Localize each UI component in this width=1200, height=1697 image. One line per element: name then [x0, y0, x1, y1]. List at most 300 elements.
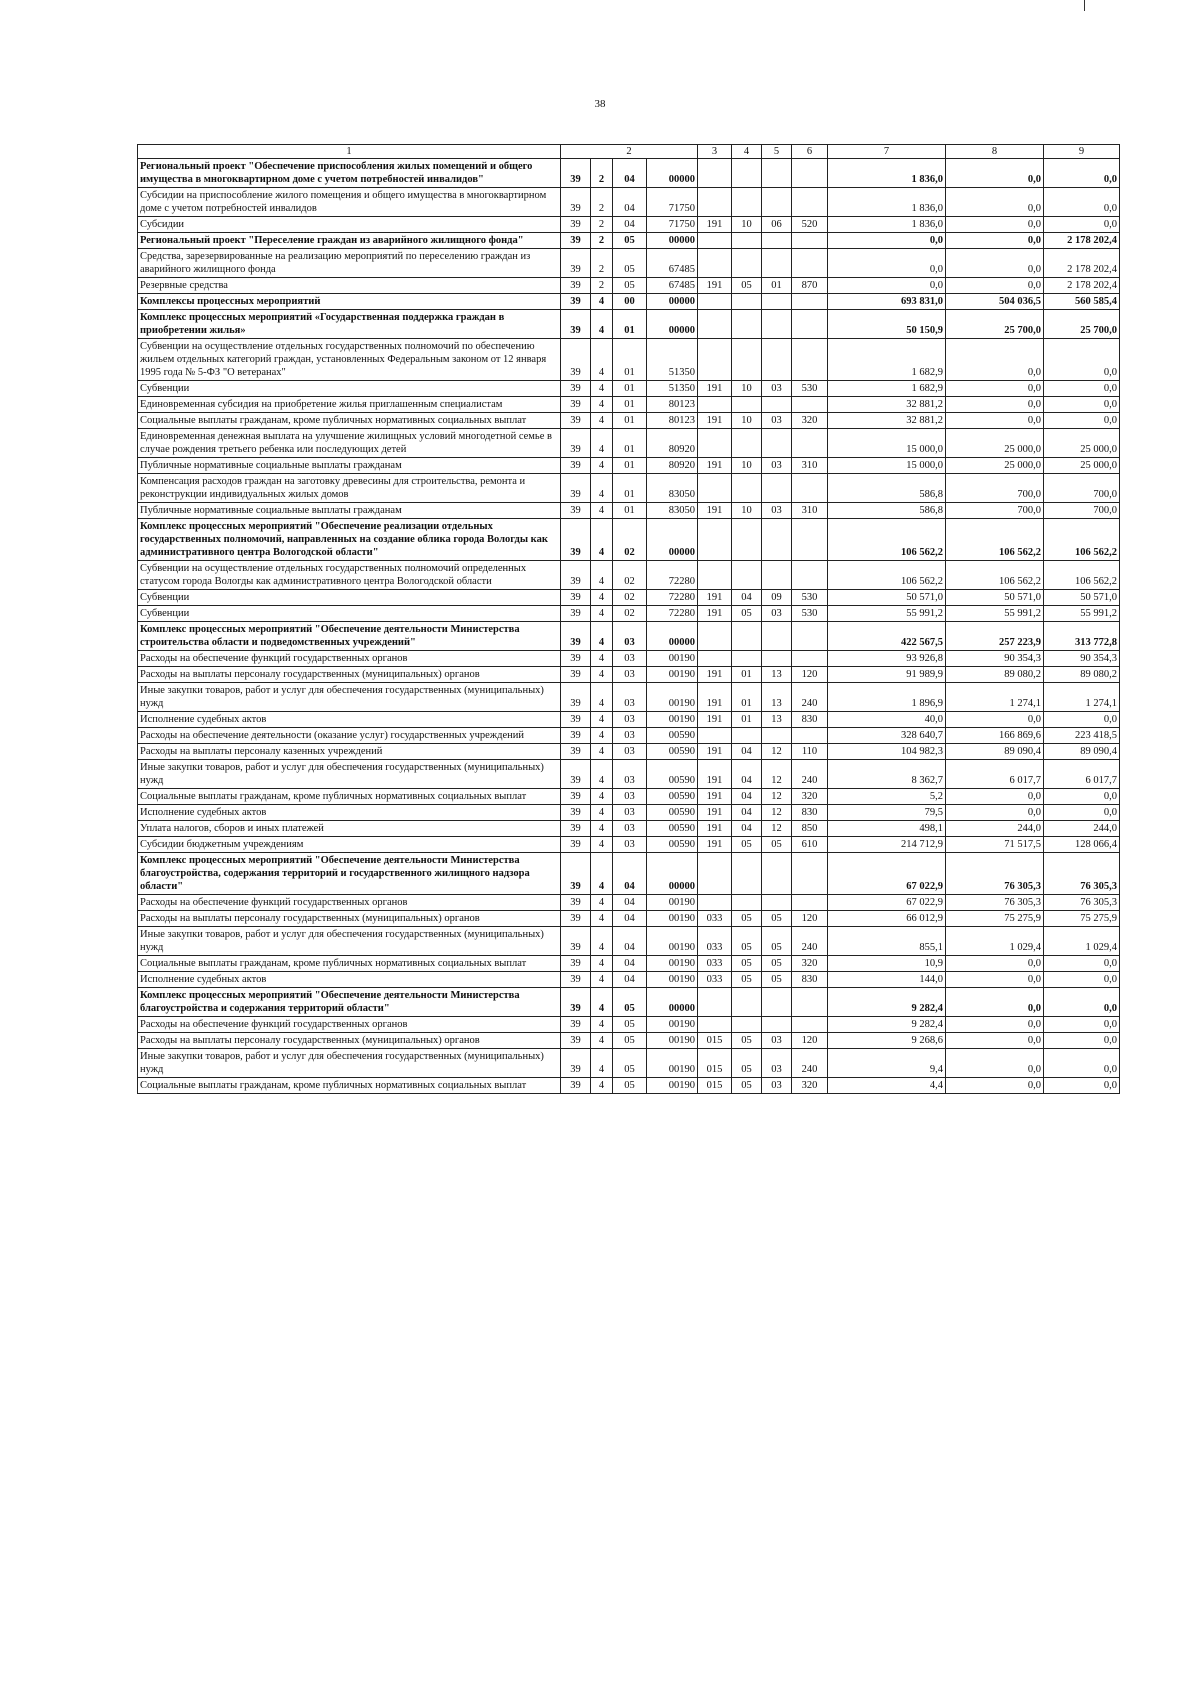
code-subsection: 03: [762, 381, 792, 397]
code-section: 10: [732, 458, 762, 474]
code-subsection: 03: [762, 1049, 792, 1078]
table-row: [138, 278, 1120, 294]
code-ministry: [698, 429, 732, 458]
amount-col8: 25 700,0: [946, 310, 1044, 339]
amount-col9: 89 080,2: [1044, 667, 1120, 683]
amount-col9: 223 418,5: [1044, 728, 1120, 744]
column-header: 5: [762, 145, 792, 159]
table-row: [138, 911, 1120, 927]
code-direction: 00590: [647, 760, 698, 789]
code-section: [732, 310, 762, 339]
code-direction: 80123: [647, 413, 698, 429]
code-subprogram: 4: [591, 1049, 613, 1078]
code-activity: 04: [613, 911, 647, 927]
code-direction: 71750: [647, 188, 698, 217]
code-activity: 03: [613, 744, 647, 760]
table-row: [138, 159, 1120, 188]
amount-col9: 128 066,4: [1044, 837, 1120, 853]
row-description: Публичные нормативные социальные выплаты гражданам: [138, 458, 561, 474]
code-subsection: 05: [762, 972, 792, 988]
amount-col7: 106 562,2: [828, 519, 946, 561]
row-description: Расходы на выплаты персоналу государственных (муниципальных) органов: [138, 667, 561, 683]
code-activity: 05: [613, 988, 647, 1017]
code-ministry: [698, 1017, 732, 1033]
code-subsection: [762, 474, 792, 503]
code-ministry: 191: [698, 805, 732, 821]
table-row: [138, 339, 1120, 381]
amount-col8: 0,0: [946, 1078, 1044, 1094]
code-subprogram: 4: [591, 458, 613, 474]
code-activity: 02: [613, 561, 647, 590]
amount-col8: 0,0: [946, 249, 1044, 278]
code-subsection: 12: [762, 789, 792, 805]
code-expense-type: 830: [792, 712, 828, 728]
code-direction: 67485: [647, 249, 698, 278]
code-subprogram: 4: [591, 339, 613, 381]
code-ministry: [698, 233, 732, 249]
code-ministry: [698, 988, 732, 1017]
code-expense-type: 530: [792, 381, 828, 397]
code-section: 04: [732, 744, 762, 760]
code-ministry: [698, 397, 732, 413]
amount-col7: 855,1: [828, 927, 946, 956]
code-subprogram: 4: [591, 1078, 613, 1094]
amount-col7: 144,0: [828, 972, 946, 988]
amount-col7: 104 982,3: [828, 744, 946, 760]
amount-col9: 75 275,9: [1044, 911, 1120, 927]
code-subsection: 13: [762, 712, 792, 728]
code-subsection: 12: [762, 760, 792, 789]
code-subprogram: 4: [591, 895, 613, 911]
table-row: [138, 927, 1120, 956]
code-section: 10: [732, 217, 762, 233]
amount-col7: 106 562,2: [828, 561, 946, 590]
code-direction: 00190: [647, 667, 698, 683]
code-activity: 04: [613, 188, 647, 217]
code-ministry: [698, 188, 732, 217]
code-direction: 00190: [647, 1033, 698, 1049]
amount-col8: 166 869,6: [946, 728, 1044, 744]
code-subprogram: 4: [591, 294, 613, 310]
table-row: [138, 728, 1120, 744]
table-row: [138, 760, 1120, 789]
code-subprogram: 4: [591, 683, 613, 712]
code-program: 39: [561, 1049, 591, 1078]
row-description: Социальные выплаты гражданам, кроме публичных нормативных социальных выплат: [138, 789, 561, 805]
budget-table: [137, 144, 1120, 1094]
row-description: Субсидии бюджетным учреждениям: [138, 837, 561, 853]
code-activity: 03: [613, 789, 647, 805]
code-subprogram: 4: [591, 805, 613, 821]
row-description: Исполнение судебных актов: [138, 805, 561, 821]
code-subprogram: 4: [591, 397, 613, 413]
table-row: [138, 988, 1120, 1017]
code-program: 39: [561, 278, 591, 294]
amount-col9: 1 274,1: [1044, 683, 1120, 712]
code-expense-type: 870: [792, 278, 828, 294]
amount-col9: 0,0: [1044, 188, 1120, 217]
code-expense-type: [792, 474, 828, 503]
code-ministry: 191: [698, 217, 732, 233]
code-subprogram: 4: [591, 651, 613, 667]
code-direction: 00190: [647, 911, 698, 927]
code-activity: 01: [613, 339, 647, 381]
code-ministry: 191: [698, 837, 732, 853]
code-expense-type: 530: [792, 606, 828, 622]
code-activity: 01: [613, 458, 647, 474]
amount-col8: 55 991,2: [946, 606, 1044, 622]
amount-col9: 106 562,2: [1044, 561, 1120, 590]
code-program: 39: [561, 217, 591, 233]
amount-col9: 0,0: [1044, 972, 1120, 988]
code-subsection: 05: [762, 911, 792, 927]
row-description: Расходы на выплаты персоналу государственных (муниципальных) органов: [138, 1033, 561, 1049]
code-program: 39: [561, 622, 591, 651]
table-row: [138, 606, 1120, 622]
row-description: Субвенции: [138, 590, 561, 606]
table-body: [138, 159, 1120, 1094]
amount-col7: 79,5: [828, 805, 946, 821]
code-subprogram: 4: [591, 821, 613, 837]
code-section: 05: [732, 837, 762, 853]
code-subsection: 05: [762, 837, 792, 853]
table-row: [138, 249, 1120, 278]
amount-col9: 0,0: [1044, 1049, 1120, 1078]
code-subprogram: 4: [591, 956, 613, 972]
amount-col9: 1 029,4: [1044, 927, 1120, 956]
code-activity: 03: [613, 805, 647, 821]
amount-col8: 89 090,4: [946, 744, 1044, 760]
amount-col9: 55 991,2: [1044, 606, 1120, 622]
code-expense-type: 320: [792, 789, 828, 805]
code-section: 04: [732, 789, 762, 805]
code-section: 10: [732, 503, 762, 519]
amount-col7: 10,9: [828, 956, 946, 972]
code-subprogram: 4: [591, 789, 613, 805]
code-ministry: 191: [698, 789, 732, 805]
code-section: 05: [732, 1033, 762, 1049]
code-subsection: [762, 622, 792, 651]
amount-col9: 0,0: [1044, 381, 1120, 397]
code-subsection: [762, 728, 792, 744]
code-section: [732, 1017, 762, 1033]
amount-col9: 76 305,3: [1044, 853, 1120, 895]
code-subprogram: 4: [591, 606, 613, 622]
code-subsection: [762, 249, 792, 278]
code-ministry: 033: [698, 956, 732, 972]
column-header: 2: [561, 145, 698, 159]
amount-col7: 8 362,7: [828, 760, 946, 789]
amount-col7: 9,4: [828, 1049, 946, 1078]
table-row: [138, 821, 1120, 837]
code-subsection: [762, 895, 792, 911]
code-expense-type: 240: [792, 1049, 828, 1078]
code-ministry: 015: [698, 1049, 732, 1078]
code-expense-type: 310: [792, 458, 828, 474]
code-expense-type: 310: [792, 503, 828, 519]
code-subsection: 01: [762, 278, 792, 294]
code-ministry: [698, 310, 732, 339]
code-subprogram: 2: [591, 188, 613, 217]
amount-col7: 1 682,9: [828, 339, 946, 381]
code-direction: 80920: [647, 429, 698, 458]
code-direction: 83050: [647, 474, 698, 503]
code-activity: 04: [613, 956, 647, 972]
code-direction: 00190: [647, 651, 698, 667]
code-subsection: [762, 988, 792, 1017]
amount-col9: 0,0: [1044, 1078, 1120, 1094]
code-direction: 00590: [647, 728, 698, 744]
code-ministry: 191: [698, 413, 732, 429]
amount-col7: 40,0: [828, 712, 946, 728]
row-description: Иные закупки товаров, работ и услуг для обеспечения государственных (муниципальных) нужд: [138, 1049, 561, 1078]
amount-col8: 0,0: [946, 1017, 1044, 1033]
code-direction: 00190: [647, 956, 698, 972]
code-expense-type: [792, 728, 828, 744]
code-program: 39: [561, 837, 591, 853]
code-program: 39: [561, 895, 591, 911]
code-ministry: [698, 249, 732, 278]
code-expense-type: 320: [792, 956, 828, 972]
amount-col7: 0,0: [828, 233, 946, 249]
amount-col9: 560 585,4: [1044, 294, 1120, 310]
code-subprogram: 2: [591, 217, 613, 233]
code-activity: 04: [613, 972, 647, 988]
code-direction: 00590: [647, 821, 698, 837]
code-program: 39: [561, 413, 591, 429]
row-description: Расходы на обеспечение функций государственных органов: [138, 651, 561, 667]
code-program: 39: [561, 712, 591, 728]
code-section: [732, 622, 762, 651]
amount-col8: 0,0: [946, 159, 1044, 188]
table-row: [138, 310, 1120, 339]
amount-col7: 693 831,0: [828, 294, 946, 310]
amount-col8: 76 305,3: [946, 895, 1044, 911]
code-activity: 01: [613, 429, 647, 458]
code-program: 39: [561, 956, 591, 972]
code-subsection: [762, 1017, 792, 1033]
code-subprogram: 4: [591, 667, 613, 683]
code-direction: 00000: [647, 988, 698, 1017]
row-description: Исполнение судебных актов: [138, 972, 561, 988]
amount-col8: 1 274,1: [946, 683, 1044, 712]
amount-col7: 67 022,9: [828, 895, 946, 911]
amount-col9: 25 000,0: [1044, 429, 1120, 458]
code-program: 39: [561, 1033, 591, 1049]
code-expense-type: [792, 651, 828, 667]
code-subsection: 03: [762, 1078, 792, 1094]
amount-col8: 0,0: [946, 1033, 1044, 1049]
code-ministry: 015: [698, 1078, 732, 1094]
amount-col8: 75 275,9: [946, 911, 1044, 927]
table-row: [138, 651, 1120, 667]
code-expense-type: [792, 519, 828, 561]
code-expense-type: 520: [792, 217, 828, 233]
amount-col7: 32 881,2: [828, 413, 946, 429]
table-row: [138, 805, 1120, 821]
code-subsection: 09: [762, 590, 792, 606]
table-row: [138, 233, 1120, 249]
row-description: Резервные средства: [138, 278, 561, 294]
amount-col8: 1 029,4: [946, 927, 1044, 956]
code-ministry: 033: [698, 911, 732, 927]
code-ministry: [698, 728, 732, 744]
amount-col9: 25 700,0: [1044, 310, 1120, 339]
code-program: 39: [561, 606, 591, 622]
code-activity: 01: [613, 413, 647, 429]
code-section: 05: [732, 972, 762, 988]
code-ministry: 191: [698, 590, 732, 606]
amount-col7: 50 150,9: [828, 310, 946, 339]
code-section: [732, 651, 762, 667]
amount-col7: 67 022,9: [828, 853, 946, 895]
amount-col8: 106 562,2: [946, 561, 1044, 590]
row-description: Субвенции на осуществление отдельных государственных полномочий по обеспечению жильем отдельных категорий граждан, установленных Федеральным законом от 12 января 1995 года № 5-ФЗ "О ветеранах": [138, 339, 561, 381]
amount-col7: 15 000,0: [828, 429, 946, 458]
code-ministry: 191: [698, 744, 732, 760]
code-activity: 01: [613, 381, 647, 397]
code-ministry: 015: [698, 1033, 732, 1049]
code-expense-type: 610: [792, 837, 828, 853]
code-subsection: 05: [762, 956, 792, 972]
code-expense-type: 240: [792, 760, 828, 789]
row-description: Расходы на обеспечение деятельности (оказание услуг) государственных учреждений: [138, 728, 561, 744]
code-program: 39: [561, 429, 591, 458]
amount-col9: 0,0: [1044, 413, 1120, 429]
amount-col9: 0,0: [1044, 217, 1120, 233]
code-ministry: 191: [698, 458, 732, 474]
code-activity: 04: [613, 217, 647, 233]
code-ministry: 191: [698, 712, 732, 728]
code-activity: 03: [613, 683, 647, 712]
code-direction: 83050: [647, 503, 698, 519]
code-ministry: [698, 853, 732, 895]
amount-col9: 0,0: [1044, 789, 1120, 805]
code-expense-type: [792, 895, 828, 911]
amount-col9: 0,0: [1044, 397, 1120, 413]
code-direction: 00000: [647, 294, 698, 310]
code-section: 04: [732, 821, 762, 837]
code-ministry: 033: [698, 927, 732, 956]
code-subsection: 03: [762, 458, 792, 474]
row-description: Комплекс процессных мероприятий «Государственная поддержка граждан в приобретении жилья»: [138, 310, 561, 339]
code-subprogram: 4: [591, 622, 613, 651]
row-description: Субвенции на осуществление отдельных государственных полномочий определенных статусом города Вологды как административного центра Вологодской области: [138, 561, 561, 590]
amount-col7: 586,8: [828, 503, 946, 519]
table-row: [138, 503, 1120, 519]
code-activity: 04: [613, 895, 647, 911]
code-activity: 05: [613, 278, 647, 294]
code-expense-type: 120: [792, 667, 828, 683]
table-row: [138, 895, 1120, 911]
amount-col7: 9 268,6: [828, 1033, 946, 1049]
code-program: 39: [561, 789, 591, 805]
code-subprogram: 4: [591, 972, 613, 988]
code-expense-type: [792, 188, 828, 217]
amount-col8: 89 080,2: [946, 667, 1044, 683]
table-row: [138, 1033, 1120, 1049]
amount-col8: 0,0: [946, 1049, 1044, 1078]
code-subsection: [762, 339, 792, 381]
code-expense-type: 240: [792, 683, 828, 712]
code-section: 10: [732, 381, 762, 397]
code-section: 04: [732, 805, 762, 821]
code-subprogram: 4: [591, 988, 613, 1017]
code-program: 39: [561, 821, 591, 837]
code-ministry: [698, 651, 732, 667]
code-program: 39: [561, 651, 591, 667]
table-row: [138, 1078, 1120, 1094]
amount-col7: 498,1: [828, 821, 946, 837]
code-subprogram: 4: [591, 381, 613, 397]
code-direction: 00590: [647, 744, 698, 760]
amount-col8: 71 517,5: [946, 837, 1044, 853]
code-ministry: 191: [698, 503, 732, 519]
code-section: 01: [732, 683, 762, 712]
code-direction: 00190: [647, 712, 698, 728]
code-expense-type: [792, 159, 828, 188]
amount-col9: 2 178 202,4: [1044, 233, 1120, 249]
amount-col7: 4,4: [828, 1078, 946, 1094]
code-ministry: 191: [698, 683, 732, 712]
code-direction: 00000: [647, 622, 698, 651]
code-expense-type: 830: [792, 805, 828, 821]
table-row: [138, 1049, 1120, 1078]
table-row: [138, 294, 1120, 310]
code-section: 05: [732, 1049, 762, 1078]
code-direction: 67485: [647, 278, 698, 294]
code-subsection: [762, 188, 792, 217]
table-row: [138, 519, 1120, 561]
amount-col7: 55 991,2: [828, 606, 946, 622]
code-subprogram: 4: [591, 728, 613, 744]
code-subsection: 06: [762, 217, 792, 233]
code-subprogram: 4: [591, 760, 613, 789]
code-section: [732, 519, 762, 561]
code-ministry: [698, 519, 732, 561]
amount-col8: 0,0: [946, 217, 1044, 233]
code-program: 39: [561, 667, 591, 683]
table-row: [138, 712, 1120, 728]
row-description: Публичные нормативные социальные выплаты гражданам: [138, 503, 561, 519]
code-ministry: [698, 159, 732, 188]
code-section: [732, 397, 762, 413]
amount-col7: 328 640,7: [828, 728, 946, 744]
code-ministry: [698, 339, 732, 381]
column-number-row: [138, 145, 1120, 159]
code-direction: 51350: [647, 339, 698, 381]
code-ministry: 033: [698, 972, 732, 988]
code-section: 05: [732, 927, 762, 956]
code-program: 39: [561, 590, 591, 606]
amount-col9: 0,0: [1044, 1017, 1120, 1033]
code-direction: 00000: [647, 519, 698, 561]
code-direction: 00190: [647, 895, 698, 911]
table-row: [138, 413, 1120, 429]
code-ministry: [698, 895, 732, 911]
code-direction: 72280: [647, 590, 698, 606]
code-activity: 03: [613, 728, 647, 744]
code-section: 01: [732, 712, 762, 728]
code-subsection: 05: [762, 927, 792, 956]
row-description: Комплекс процессных мероприятий "Обеспечение деятельности Министерства строительства области и подведомственных учреждений": [138, 622, 561, 651]
code-section: [732, 561, 762, 590]
amount-col8: 0,0: [946, 381, 1044, 397]
amount-col9: 0,0: [1044, 712, 1120, 728]
code-program: 39: [561, 683, 591, 712]
row-description: Расходы на обеспечение функций государственных органов: [138, 1017, 561, 1033]
column-header: 1: [138, 145, 561, 159]
